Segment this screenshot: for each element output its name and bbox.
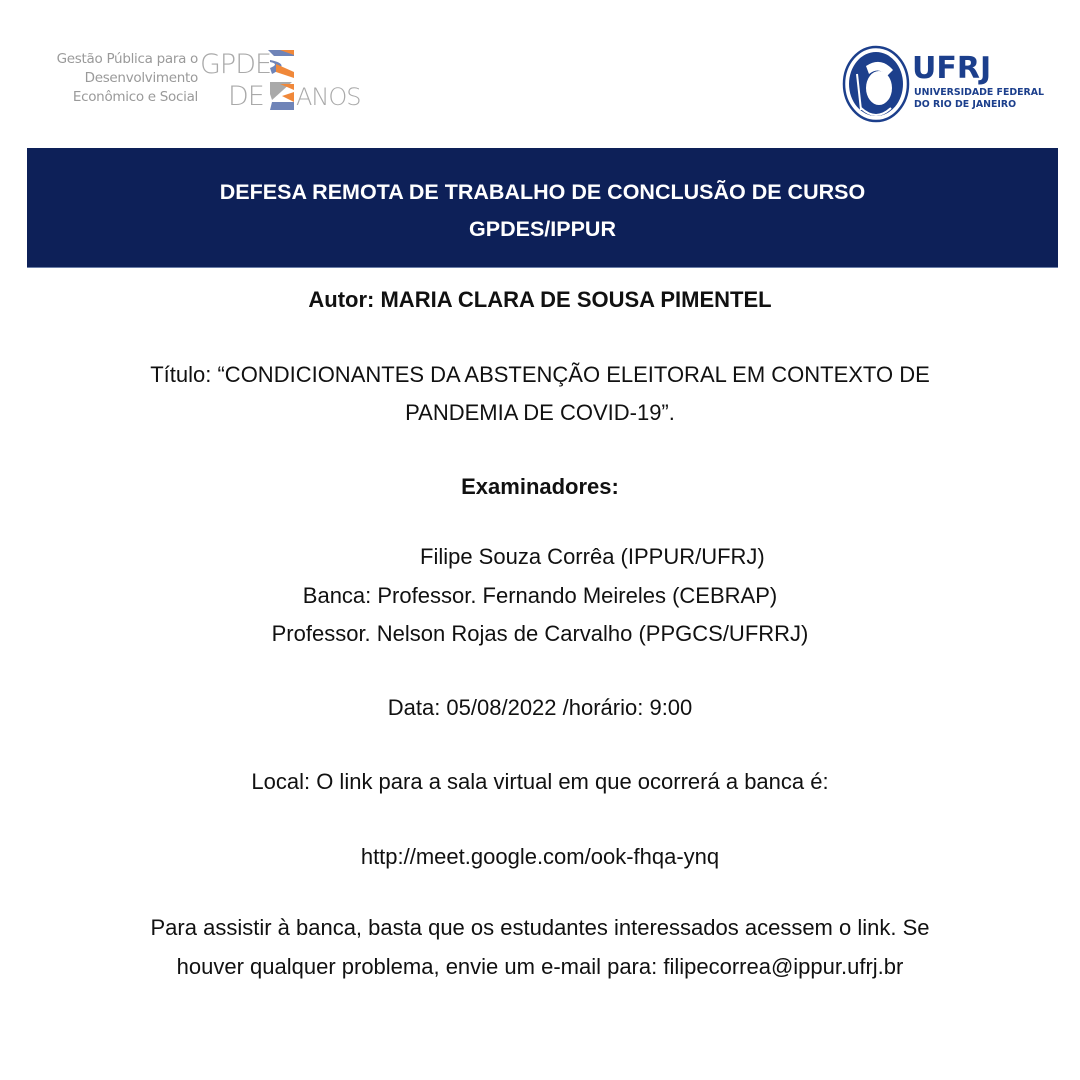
gpdes-logo-mark — [198, 44, 361, 116]
gpdes-ribbon-icon — [266, 46, 296, 116]
thesis-title-line-2: PANDEMIA DE COVID-19”. — [405, 400, 675, 425]
ufrj-subtitle-line: UNIVERSIDADE FEDERAL — [914, 87, 1044, 98]
ufrj-logo-subtitle — [914, 87, 1044, 111]
footer-note-line-2: houver qualquer problema, envie um e-mail para: filipecorrea@ippur.ufrj.br — [176, 954, 904, 979]
defense-location: Local: O link para a sala virtual em que ocorrerá a banca é: — [251, 769, 829, 794]
gpdes-mark-top: GPDE — [200, 49, 272, 80]
ufrj-subtitle-line: DO RIO DE JANEIRO — [914, 99, 1017, 110]
footer-note-line-1: Para assistir à banca, basta que os estudantes interessados acessem o link. Se — [150, 915, 930, 940]
defense-date: Data: 05/08/2022 /horário: 9:00 — [387, 695, 693, 720]
title-banner — [27, 148, 1058, 268]
ufrj-emblem-icon — [841, 44, 911, 126]
banner-subtitle: GPDES/IPPUR — [469, 217, 616, 241]
ufrj-logo-title: UFRJ — [912, 51, 992, 86]
examiner-advisor: Filipe Souza Corrêa (IPPUR/UFRJ) — [420, 544, 765, 569]
gpdes-mark-bottom-right: ANOS — [296, 83, 361, 111]
examiner-committee-2: Professor. Nelson Rojas de Carvalho (PPGCS/UFRRJ) — [271, 621, 809, 646]
gpdes-tagline-line: Gestão Pública para o — [56, 51, 198, 67]
gpdes-logo-tagline — [38, 50, 198, 107]
meeting-link[interactable]: http://meet.google.com/ook-fhqa-ynq — [360, 844, 720, 869]
examiners-heading: Examinadores: — [461, 474, 619, 499]
gpdes-tagline-line: Econômico e Social — [72, 89, 198, 105]
gpdes-tagline-line: Desenvolvimento — [84, 70, 198, 86]
examiner-committee-1: Banca: Professor. Fernando Meireles (CEBRAP) — [302, 583, 778, 608]
author: Autor: MARIA CLARA DE SOUSA PIMENTEL — [308, 287, 772, 312]
thesis-title-line-1: Título: “CONDICIONANTES DA ABSTENÇÃO ELEITORAL EM CONTEXTO DE — [150, 362, 930, 387]
banner-title: DEFESA REMOTA DE TRABALHO DE CONCLUSÃO DE CURSO — [219, 180, 866, 204]
gpdes-mark-bottom-left: DE — [228, 81, 264, 112]
